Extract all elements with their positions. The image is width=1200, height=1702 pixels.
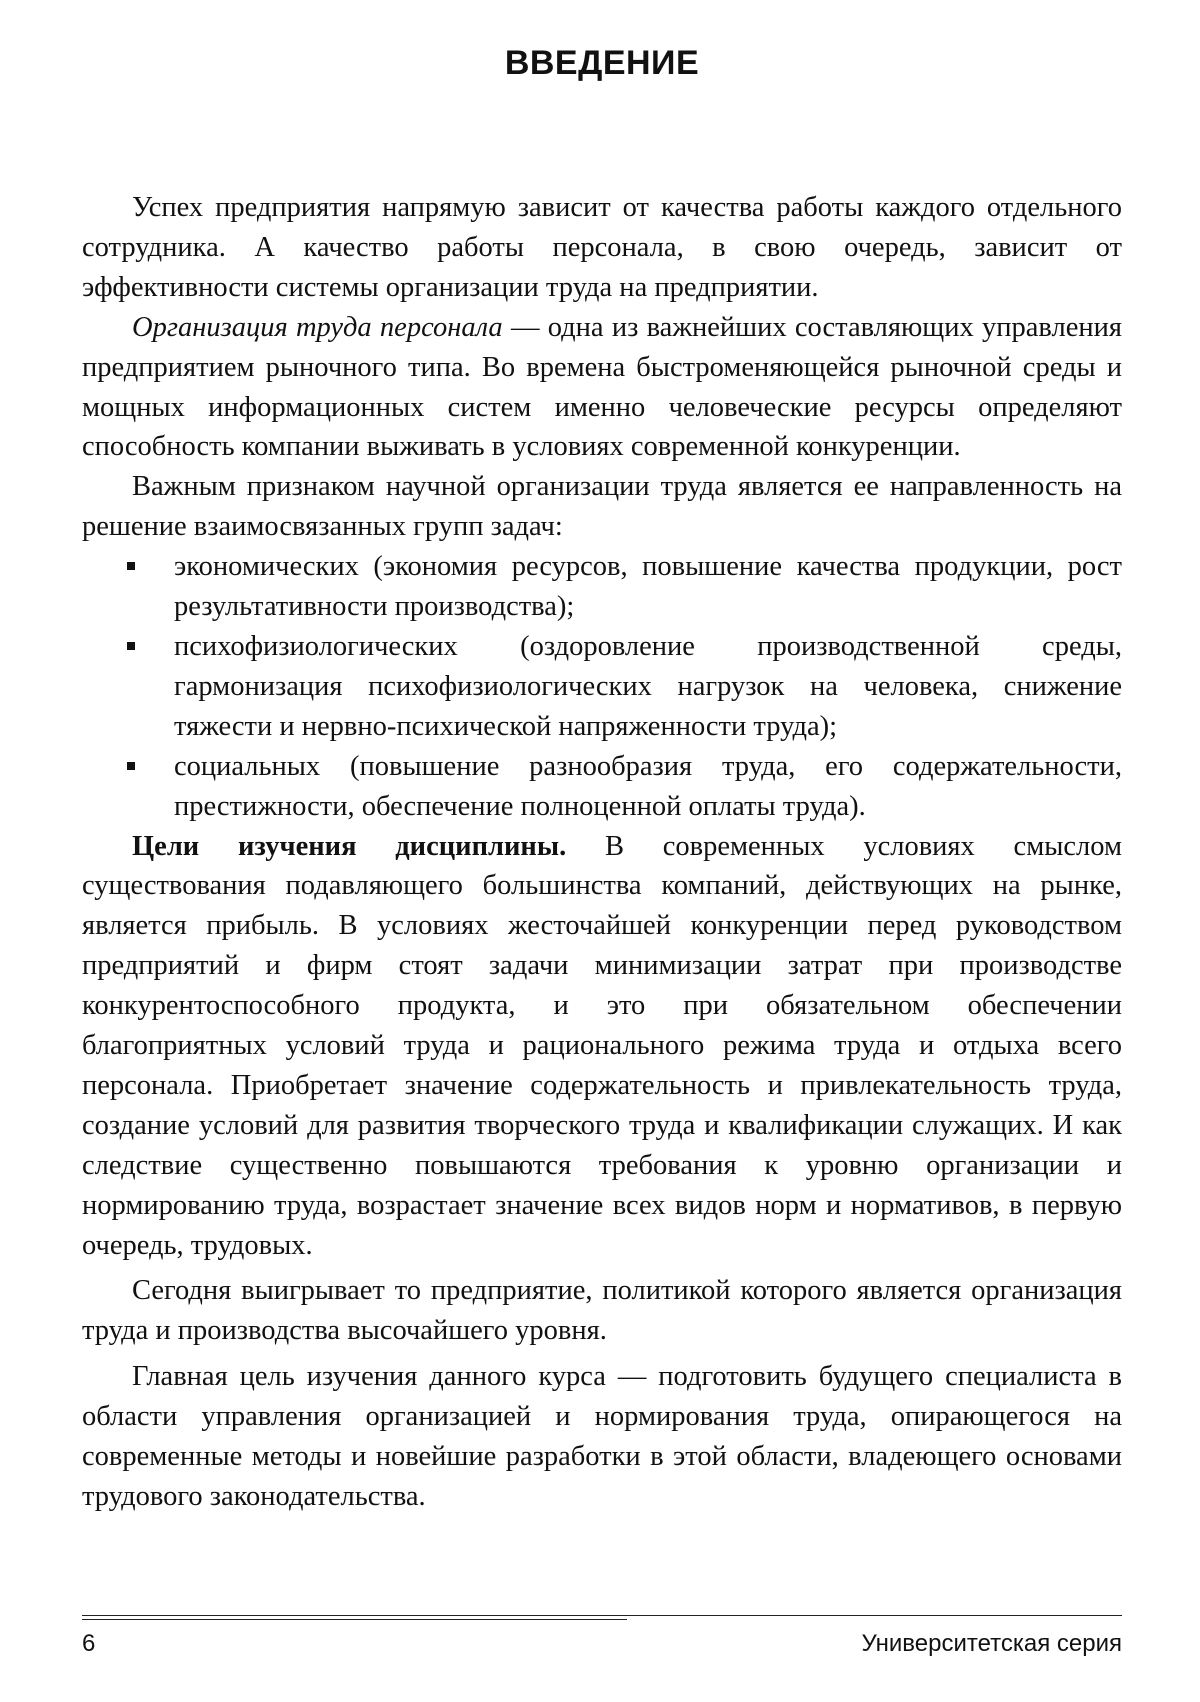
paragraph-goals xyxy=(82,827,1122,1266)
paragraph-goals-text: В современных условиях смыслом существования подавляющего большинства компаний, действующих на рынке, является прибыль. В условиях жесточайшей конкуренции перед руководством предприятий и фирм стоят задачи минимизации затрат при производстве конкурентоспособного продукта, и это при обязательном обеспечении благоприятных условий труда и рационального режима труда и отдыха всего персонала. Приобретает значение содержательность и привлекательность труда, создание условий для развития творческого труда и квалификации служащих. И как следствие существенно повышаются требования к уровню организации и нормированию труда, возрастает значение всех видов норм и нормативов, в первую очередь, трудовых. xyxy=(82,830,1122,1261)
footer-rule xyxy=(82,1615,1122,1616)
list-item-text: социальных (повышение разнообразия труда, его содержательности, престижности, обеспечение полноценной оплаты труда). xyxy=(174,750,1122,822)
paragraph-course-goal: Главная цель изучения данного курса — подготовить будущего специалиста в области управления организацией и нормирования труда, опирающегося на современные методы и новейшие разработки в этой области, владеющего основами трудового законодательства. xyxy=(82,1361,1122,1512)
bullet-marker xyxy=(127,642,135,650)
bullet-marker xyxy=(127,762,135,770)
list-item-text: психофизиологических (оздоровление производственной среды, гармонизация психофизиологических нагрузок на человека, снижение тяжести и нервно-психической напряженности труда); xyxy=(174,630,1122,742)
list-item-text: экономических (экономия ресурсов, повышение качества продукции, рост результативности производства); xyxy=(174,551,1122,623)
body-text xyxy=(82,188,1122,1517)
section-heading-inline: Цели изучения дисциплины. xyxy=(132,830,567,862)
page-number: 6 xyxy=(82,1630,96,1657)
paragraph-organization-text: — одна из важнейших составляющих управления предприятием рыночного типа. Во времена быстроменяющейся рыночной среды и мощных информационных систем именно человеческие ресурсы определяют способность компании выживать в условиях современной конкуренции. xyxy=(82,311,1122,463)
bullet-marker xyxy=(127,562,135,570)
list-item xyxy=(82,627,1122,747)
list-item xyxy=(82,547,1122,627)
paragraph-tasks-intro: Важным признаком научной организации труда является ее направленность на решение взаимосвязанных групп задач: xyxy=(82,471,1122,543)
document-page xyxy=(82,0,1122,1702)
task-list xyxy=(82,547,1122,826)
page-title: ВВЕДЕНИЕ xyxy=(504,44,700,82)
paragraph-today: Сегодня выигрывает то предприятие, политикой которого является организация труда и производства высочайшего уровня. xyxy=(82,1275,1122,1347)
paragraph-intro: Успех предприятия напрямую зависит от качества работы каждого отдельного сотрудника. А качество работы персонала, в свою очередь, зависит от эффективности системы организации труда на предприятии. xyxy=(82,192,1122,303)
list-item xyxy=(82,747,1122,827)
term-italic: Организация труда персонала xyxy=(132,311,503,343)
series-name: Университетская серия xyxy=(861,1630,1122,1657)
footer-rule-short xyxy=(82,1619,627,1620)
paragraph-organization xyxy=(82,308,1122,468)
